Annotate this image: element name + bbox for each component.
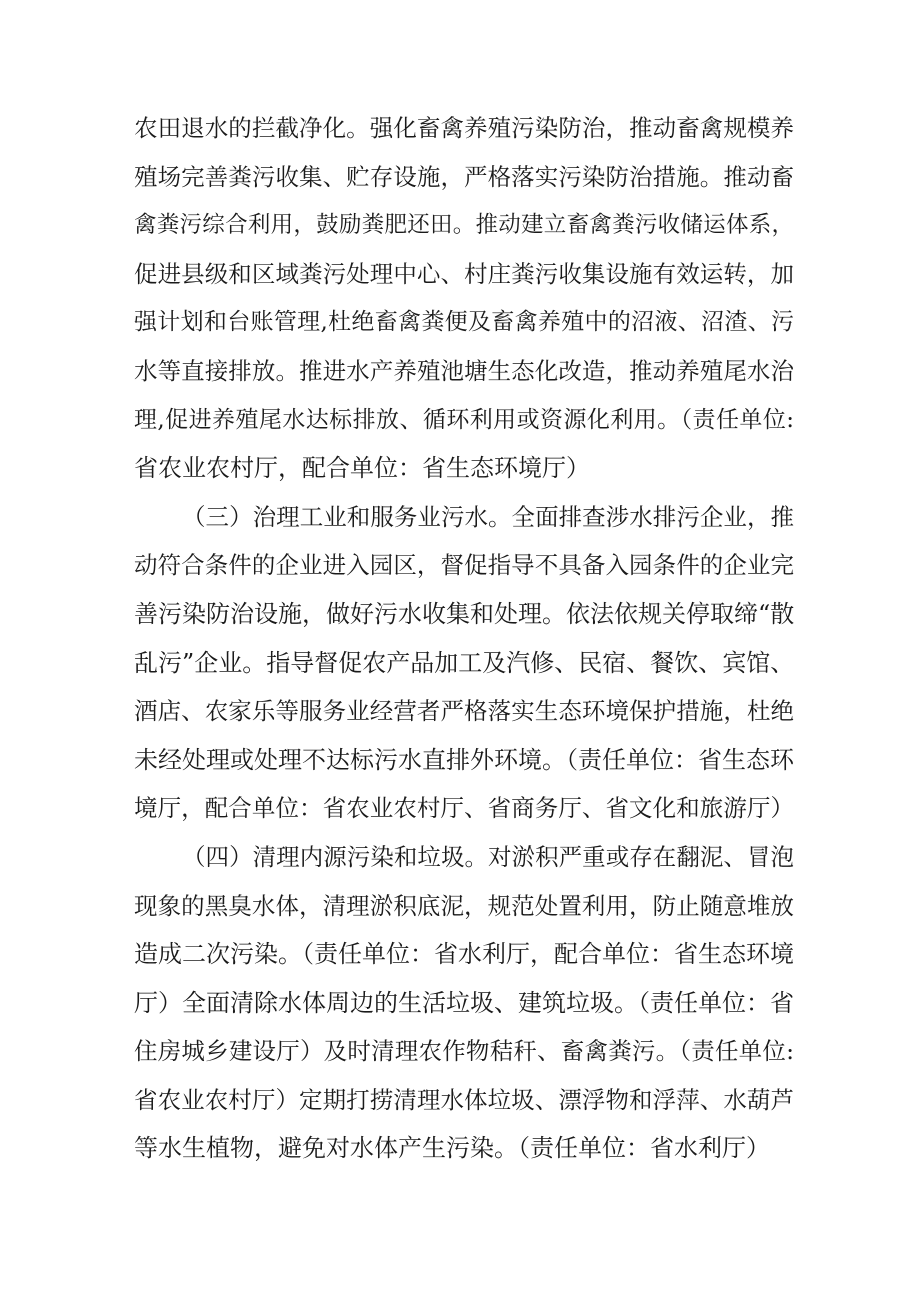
paragraph-3-line-5: 住房城乡建设厅）及时清理农作物秸秆、畜禽粪污。（责任单位:: [134, 1037, 794, 1066]
paragraph-3-line-6: 省农业农村厅）定期打捞清理水体垃圾、漂浮物和浮萍、水葫芦: [134, 1085, 794, 1114]
paragraph-3-line-7: 等水生植物，避免对水体产生污染。（责任单位：省水利厅）: [134, 1134, 770, 1163]
paragraph-2-line-1: （三）治理工业和服务业污水。全面排查涉水排污企业，推: [182, 502, 794, 531]
paragraph-1-line-6: 水等直接排放。推进水产养殖池塘生态化改造，推动养殖尾水治: [134, 356, 794, 385]
document-body: [134, 104, 794, 1173]
paragraph-3-line-3: 造成二次污染。（责任单位：省水利厅，配合单位：省生态环境: [134, 940, 794, 969]
paragraph-2-line-6: 未经处理或处理不达标污水直排外环境。（责任单位：省生态环: [134, 745, 794, 774]
paragraph-1-line-4: 促进县级和区域粪污处理中心、村庄粪污收集设施有效运转，加: [134, 259, 794, 288]
paragraph-3-line-4: 厅）全面清除水体周边的生活垃圾、建筑垃圾。（责任单位：省: [134, 988, 794, 1017]
paragraph-2-line-3: 善污染防治设施，做好污水收集和处理。依法依规关停取缔“散: [134, 599, 795, 628]
paragraph-3-line-2: 现象的黑臭水体，清理淤积底泥，规范处置利用，防止随意堆放: [134, 891, 794, 920]
paragraph-2-line-4: 乱污”企业。指导督促农产品加工及汽修、民宿、餐饮、宾馆、: [134, 648, 795, 677]
paragraph-1-line-3: 禽粪污综合利用，鼓励粪肥还田。推动建立畜禽粪污收储运体系，: [134, 212, 794, 239]
paragraph-1-line-8: 省农业农村厅，配合单位：省生态环境厅）: [134, 454, 590, 483]
paragraph-2-line-2: 动符合条件的企业进入园区，督促指导不具备入园条件的企业完: [134, 551, 794, 580]
paragraph-1-line-7: 理,促进养殖尾水达标排放、循环利用或资源化利用。（责任单位:: [134, 406, 794, 433]
paragraph-3-line-1: （四）清理内源污染和垃圾。对淤积严重或存在翻泥、冒泡: [182, 842, 794, 871]
paragraph-1-line-2: 殖场完善粪污收集、贮存设施，严格落实污染防治措施。推动畜: [134, 162, 794, 191]
paragraph-2-line-5: 酒店、农家乐等服务业经营者严格落实生态环境保护措施，杜绝: [134, 697, 794, 726]
paragraph-2-line-7: 境厅，配合单位：省农业农村厅、省商务厅、省文化和旅游厅）: [134, 794, 794, 823]
paragraph-1-line-1: 农田退水的拦截净化。强化畜禽养殖污染防治，推动畜禽规模养: [134, 114, 794, 142]
paragraph-1-line-5: 强计划和台账管理,杜绝畜禽粪便及畜禽养殖中的沼液、沼渣、污: [134, 309, 794, 336]
